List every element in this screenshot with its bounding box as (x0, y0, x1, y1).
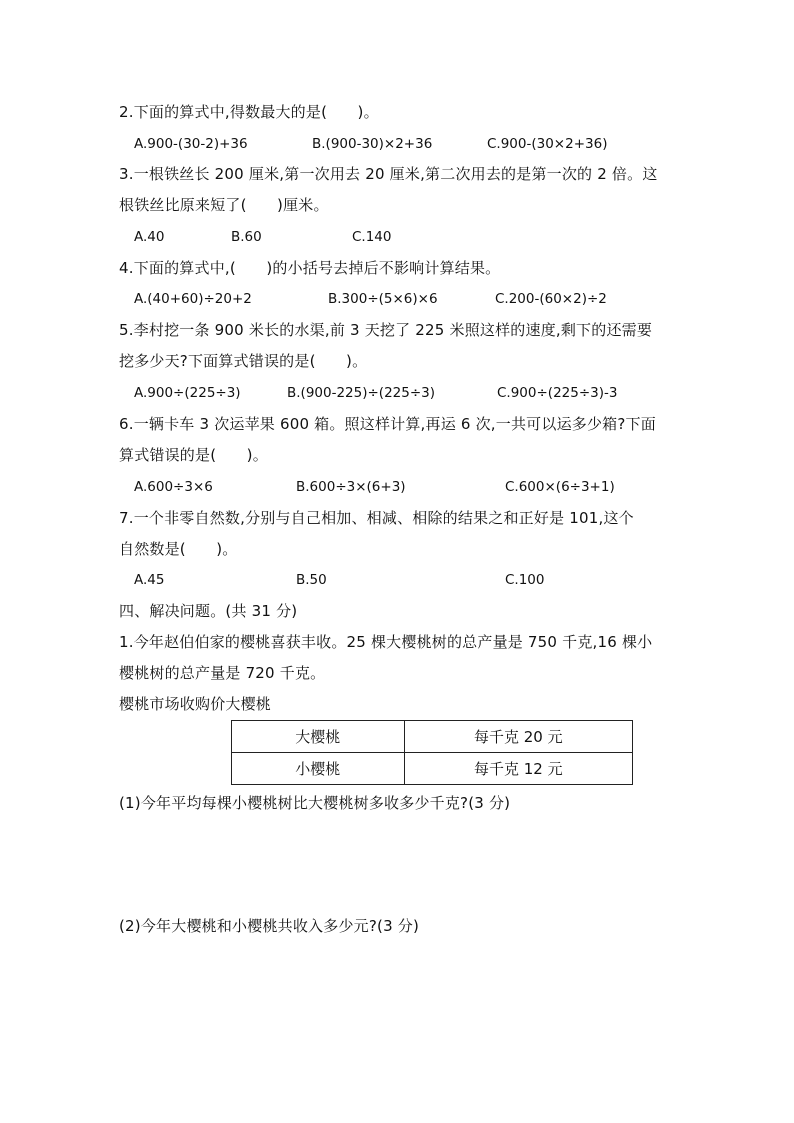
q6-option-c: C.600×(6÷3+1) (505, 479, 615, 495)
q2-option-b: B.(900-30)×2+36 (312, 136, 433, 152)
q4-option-b: B.300÷(5×6)×6 (328, 291, 438, 307)
problem1-line1: 1.今年赵伯伯家的樱桃喜获丰收。25 棵大樱桃树的总产量是 750 千克,16 棵小 (119, 633, 653, 651)
q6-stem-line2: 算式错误的是( )。 (119, 446, 268, 464)
q5-option-c: C.900÷(225÷3)-3 (497, 385, 618, 401)
table-cell-variety: 大樱桃 (232, 721, 405, 753)
q4-option-a: A.(40+60)÷20+2 (134, 291, 252, 307)
table-cell-price: 每千克 12 元 (404, 753, 632, 785)
problem1-line2: 樱桃树的总产量是 720 千克。 (119, 664, 326, 682)
q6-option-a: A.600÷3×6 (134, 479, 213, 495)
q5-stem-line2: 挖多少天?下面算式错误的是( )。 (119, 352, 368, 370)
q7-option-b: B.50 (296, 572, 327, 588)
q5-option-b: B.(900-225)÷(225÷3) (287, 385, 436, 401)
q2-option-c: C.900-(30×2+36) (487, 136, 608, 152)
q6-stem-line1: 6.一辆卡车 3 次运苹果 600 箱。照这样计算,再运 6 次,一共可以运多少箱?下面 (119, 415, 656, 433)
q5-stem-line1: 5.李村挖一条 900 米长的水渠,前 3 天挖了 225 米照这样的速度,剩下的还需要 (119, 321, 653, 339)
q7-option-a: A.45 (134, 572, 165, 588)
price-table (231, 720, 633, 785)
table-cell-variety: 小樱桃 (232, 753, 405, 785)
q3-stem-line1: 3.一根铁丝长 200 厘米,第一次用去 20 厘米,第二次用去的是第一次的 2 倍。这 (119, 165, 658, 183)
q4-stem: 4.下面的算式中,( )的小括号去掉后不影响计算结果。 (119, 259, 501, 277)
q3-option-c: C.140 (352, 229, 392, 245)
q5-option-a: A.900÷(225÷3) (134, 385, 241, 401)
q2-stem: 2.下面的算式中,得数最大的是( )。 (119, 103, 379, 121)
subquestion-1: (1)今年平均每棵小樱桃树比大樱桃树多收多少千克?(3 分) (119, 794, 511, 812)
table-row (232, 753, 633, 785)
q2-option-a: A.900-(30-2)+36 (134, 136, 248, 152)
section4-heading: 四、解决问题。(共 31 分) (119, 602, 298, 620)
q4-option-c: C.200-(60×2)÷2 (495, 291, 607, 307)
q7-option-c: C.100 (505, 572, 545, 588)
table-row (232, 721, 633, 753)
table-caption: 樱桃市场收购价大樱桃 (119, 695, 272, 713)
q7-stem-line1: 7.一个非零自然数,分别与自己相加、相减、相除的结果之和正好是 101,这个 (119, 509, 634, 527)
q3-option-b: B.60 (231, 229, 262, 245)
table-cell-price: 每千克 20 元 (404, 721, 632, 753)
q3-stem-line2: 根铁丝比原来短了( )厘米。 (119, 196, 329, 214)
q7-stem-line2: 自然数是( )。 (119, 540, 238, 558)
subquestion-2: (2)今年大樱桃和小樱桃共收入多少元?(3 分) (119, 917, 420, 935)
q6-option-b: B.600÷3×(6+3) (296, 479, 406, 495)
q3-option-a: A.40 (134, 229, 165, 245)
